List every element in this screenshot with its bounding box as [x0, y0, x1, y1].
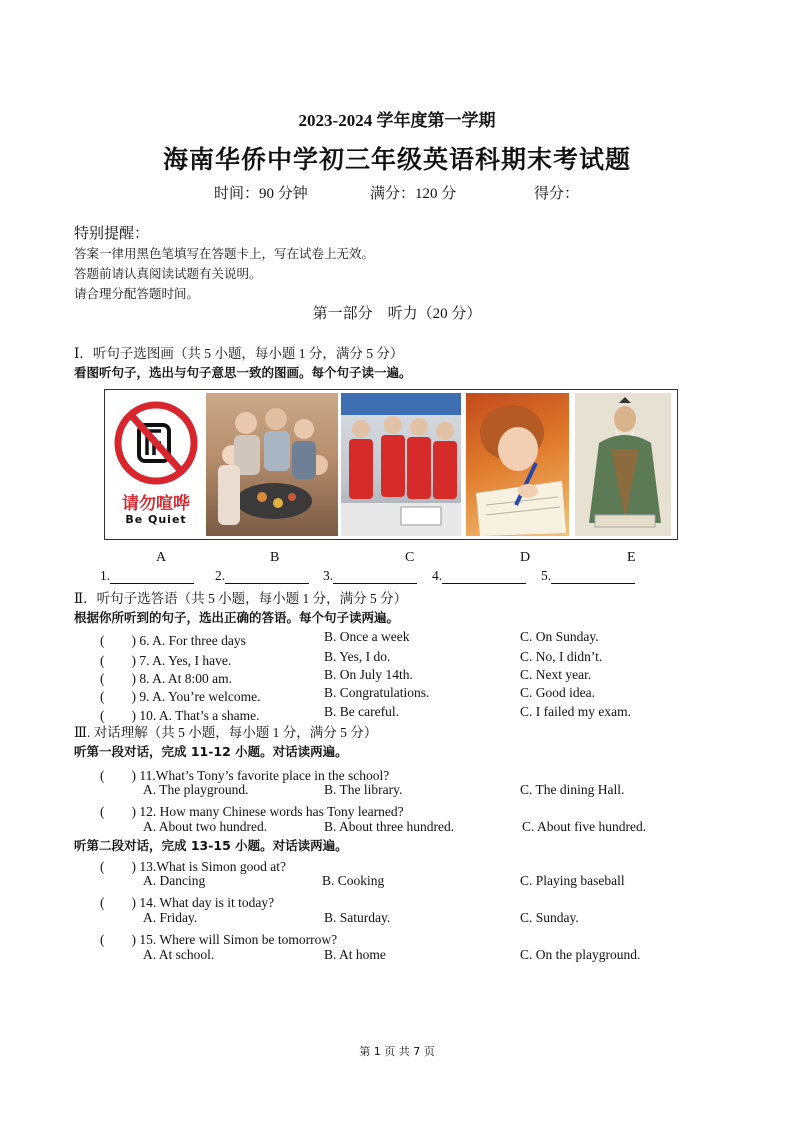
picture-b [206, 393, 338, 536]
tips-heading: 特别提醒： [74, 226, 150, 242]
picture-e [575, 393, 671, 536]
question-10-option-b: B. Be careful. [324, 704, 399, 719]
question-11-option-a: A. The playground. [143, 782, 249, 797]
question-15-option-a: A. At school. [143, 947, 215, 962]
question-6: ( ) 6. A. For three days [100, 633, 246, 648]
question-13-option-b: B. Cooking [322, 873, 385, 888]
section-3-heading: Ⅲ. 对话理解（共 5 小题，每小题 1 分，满分 5 分） [74, 725, 378, 740]
question-11: ( ) 11.What’s Tony’s favorite place in the school? [100, 768, 390, 783]
question-13-option-a: A. Dancing [143, 873, 206, 888]
question-11-option-c: C. The dining Hall. [520, 782, 625, 797]
question-9: ( ) 9. A. You’re welcome. [100, 689, 261, 704]
part-one-heading: 第一部分 听力（20 分） [312, 306, 482, 322]
picture-label-a: A [156, 550, 167, 565]
picture-d [466, 393, 569, 536]
question-10: ( ) 10. A. That’s a shame. [100, 708, 260, 723]
question-11-option-b: B. The library. [324, 782, 403, 797]
picture-label-b: B [270, 550, 280, 565]
question-7-option-b: B. Yes, I do. [324, 649, 391, 664]
family-photo-image [206, 393, 338, 536]
picture-label-c: C [405, 550, 415, 565]
question-10-option-c: C. I failed my exam. [520, 704, 631, 719]
question-8-option-c: C. Next year. [520, 667, 592, 682]
page-number: 第 1 页 共 7 页 [359, 1045, 435, 1058]
full-score: 满分：120 分 [370, 186, 457, 202]
question-14: ( ) 14. What day is it today? [100, 895, 275, 910]
exam-time: 时间：90 分钟 [214, 186, 308, 202]
section-2-instruction: 根据你所听到的句子，选出正确的答语。每个句子读两遍。 [74, 610, 400, 625]
question-8-option-b: B. On July 14th. [324, 667, 413, 682]
question-6-option-b: B. Once a week [324, 629, 410, 644]
score-field: 得分： [534, 186, 580, 202]
picture-strip [104, 389, 678, 540]
section-1-heading: Ⅰ．听句子选图画（共 5 小题，每小题 1 分，满分 5 分） [74, 346, 404, 361]
exam-title: 海南华侨中学初三年级英语科期末考试题 [162, 147, 631, 174]
sign-text-en: Be Quiet [125, 513, 187, 526]
tip-line: 答案一律用黑色笔填写在答题卡上，写在试卷上无效。 [74, 246, 375, 261]
tip-line: 请合理分配答题时间。 [74, 286, 200, 301]
section-1-instruction: 看图听句子，选出与句子意思一致的图画。每个句子读一遍。 [74, 365, 412, 380]
question-6-option-c: C. On Sunday. [520, 629, 599, 644]
question-12: ( ) 12. How many Chinese words has Tony learned? [100, 804, 404, 819]
question-7-option-c: C. No, I didn’t. [520, 649, 603, 664]
question-9-option-b: B. Congratulations. [324, 685, 430, 700]
question-15: ( ) 15. Where will Simon be tomorrow? [100, 932, 338, 947]
question-15-option-b: B. At home [324, 947, 386, 962]
question-14-option-c: C. Sunday. [520, 910, 579, 925]
answer-blank-4[interactable]: 4. [432, 568, 526, 584]
question-13-option-c: C. Playing baseball [520, 873, 625, 888]
question-15-option-c: C. On the playground. [520, 947, 641, 962]
picture-c [341, 393, 461, 536]
question-12-option-c: C. About five hundred. [522, 819, 647, 834]
question-7: ( ) 7. A. Yes, I have. [100, 653, 232, 668]
question-13: ( ) 13.What is Simon good at? [100, 859, 286, 874]
answer-blank-3[interactable]: 3. [323, 568, 417, 584]
section-2-heading: Ⅱ．听句子选答语（共 5 小题，每小题 1 分，满分 5 分） [74, 591, 408, 606]
picture-a [109, 393, 203, 536]
sage-portrait-image [575, 393, 671, 536]
answer-blank-2[interactable]: 2. [215, 568, 309, 584]
question-14-option-b: B. Saturday. [324, 910, 391, 925]
question-12-option-b: B. About three hundred. [324, 819, 455, 834]
tip-line: 答题前请认真阅读试题有关说明。 [74, 266, 262, 281]
picture-label-e: E [627, 550, 636, 565]
section-3-instruction-2: 听第二段对话，完成 13-15 小题。对话读两遍。 [74, 838, 348, 853]
volunteers-photo-image [341, 393, 461, 536]
question-8: ( ) 8. A. At 8:00 am. [100, 671, 232, 686]
picture-label-d: D [520, 550, 531, 565]
sign-text-cn: 请勿喧哗 [122, 494, 190, 514]
exam-term: 2023-2024 学年度第一学期 [298, 111, 496, 130]
question-9-option-c: C. Good idea. [520, 685, 595, 700]
child-writing-image [466, 393, 569, 536]
answer-blank-5[interactable]: 5. [541, 568, 635, 584]
section-3-instruction-1: 听第一段对话，完成 11-12 小题。对话读两遍。 [74, 744, 348, 759]
question-14-option-a: A. Friday. [143, 910, 198, 925]
question-12-option-a: A. About two hundred. [143, 819, 268, 834]
answer-blank-1[interactable]: 1. [100, 568, 194, 584]
